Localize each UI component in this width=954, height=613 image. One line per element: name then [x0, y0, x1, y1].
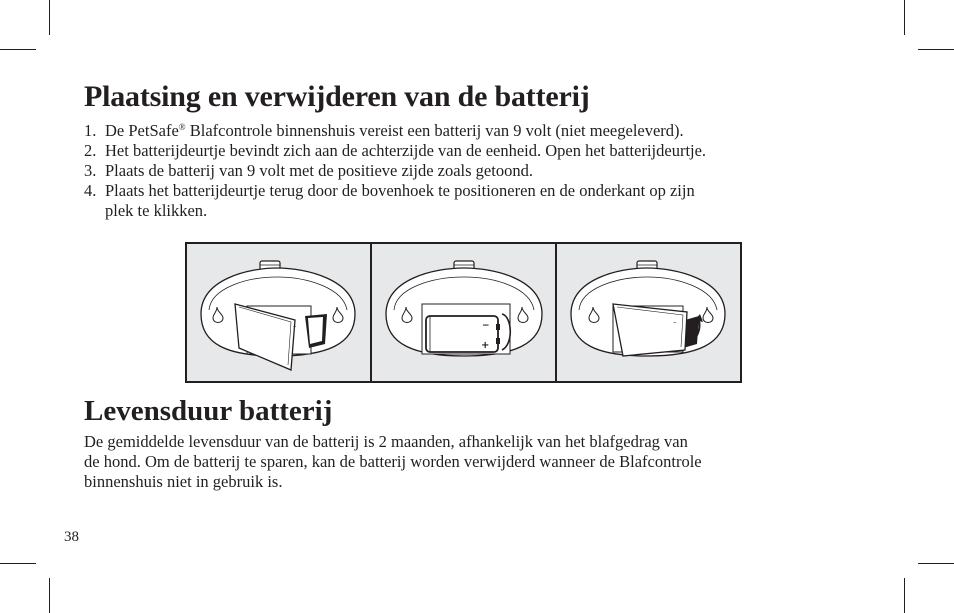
battery-life-paragraph [84, 432, 884, 492]
close-door-illustration [557, 244, 740, 381]
paragraph-line: de hond. Om de batterij te sparen, kan de batterij worden verwijderd wanneer de Blafcontrole [84, 452, 702, 471]
paragraph-line: De gemiddelde levensduur van de batterij is 2 maanden, afhankelijk van het blafgedrag van [84, 432, 688, 451]
figure-panel-close-door [555, 244, 740, 381]
battery-plus-label: + [481, 340, 490, 351]
figure-panel-open-door [187, 244, 370, 381]
paragraph-line: binnenshuis niet in gebruik is. [84, 472, 283, 491]
crop-mark [904, 578, 905, 613]
insert-battery-illustration [372, 244, 555, 381]
page-number: 38 [64, 529, 79, 545]
registered-mark: ® [178, 122, 186, 132]
step-text: Het batterijdeurtje bevindt zich aan de achterzijde van de eenheid. Open het batterijdeurtje. [105, 141, 707, 160]
battery-minus-label: − [482, 321, 490, 331]
battery-installation-figure [185, 242, 742, 383]
svg-text:–: – [673, 318, 677, 326]
step-number: 3. [84, 161, 97, 180]
step-text-line: plek te klikken. [105, 201, 208, 220]
step-text-line: Plaats het batterijdeurtje terug door de bovenhoek te positioneren en de onderkant op zijn [105, 181, 695, 200]
figure-panel-insert-battery [370, 244, 555, 381]
open-door-illustration [187, 244, 370, 381]
step-number: 2. [84, 141, 97, 160]
crop-mark [904, 0, 905, 35]
step-text: Plaats de batterij van 9 volt met de positieve zijde zoals getoond. [105, 161, 533, 180]
crop-mark [49, 0, 50, 35]
step-number: 1. [84, 121, 97, 140]
step-item [84, 161, 884, 181]
svg-text:–: – [293, 322, 297, 330]
crop-mark [0, 49, 36, 50]
step-text: De PetSafe [105, 121, 179, 140]
crop-mark [918, 49, 954, 50]
section-title-battery-life: Levensduur batterij [84, 395, 333, 427]
step-item [84, 141, 884, 161]
step-text: Blafcontrole binnenshuis vereist een batterij van 9 volt (niet meegeleverd). [185, 121, 684, 140]
step-item [84, 121, 884, 141]
instruction-steps [84, 121, 884, 221]
section-title-battery-placement: Plaatsing en verwijderen van de batterij [84, 80, 590, 113]
step-number: 4. [84, 181, 97, 200]
crop-mark [0, 563, 36, 564]
crop-mark [49, 578, 50, 613]
crop-mark [918, 563, 954, 564]
step-item [84, 181, 884, 221]
